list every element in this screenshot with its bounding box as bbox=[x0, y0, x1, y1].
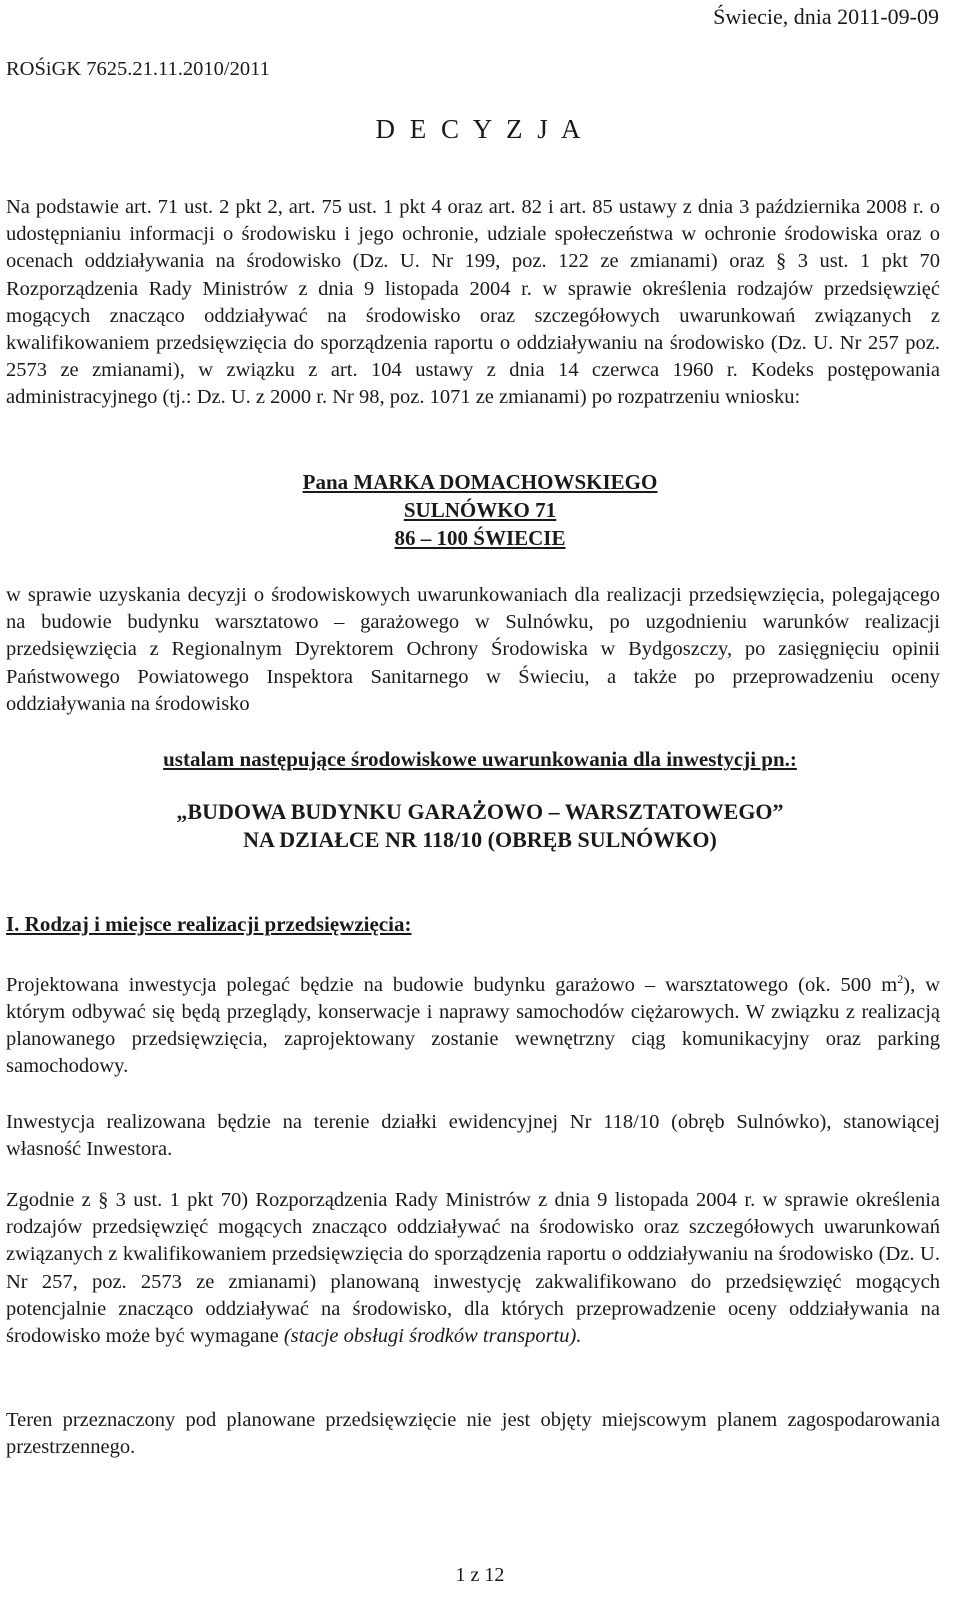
resolution-statement bbox=[0, 745, 960, 773]
section-1-paragraph-3: Zgodnie z § 3 ust. 1 pkt 70) Rozporządzenia Rady Ministrów z dnia 9 listopada 2004 r. w sprawie określenia rodzajów przedsięwzięć mogących znacząco oddziaływać na środowisko oraz szczegółowych uwarunkowań związanych z kwalifikowaniem przedsięwzięcia do sporządzenia raportu o oddziaływaniu na środowisko (Dz. U. Nr 257, poz. 2573 ze zmianami) planowaną inwestycję zakwalifikowano do przedsięwzięć mogących potencjalnie znacząco oddziaływać na środowisko, dla których przeprowadzenie oceny oddziaływania na środowisko może być wymagane (stacje obsługi środków transportu). bbox=[6, 1189, 940, 1348]
document-title: D E C Y Z J A bbox=[375, 114, 585, 144]
section-1-paragraph-1: Projektowana inwestycja polegać będzie na budowie budynku garażowo – warsztatowego (ok. 500 $m^2$), w którym odbywać się będą przeglądy, konserwacje i naprawy samochodów ciężarowych. W związku z realizacją planowanego przedsięwzięcia, zaprojektowany zostanie wewnętrzny ciąg komunikacyjny oraz parking samochodowy. bbox=[6, 972, 940, 1078]
section-1-paragraph-4: Teren przeznaczony pod planowane przedsięwzięcie nie jest objęty miejscowym planem zagospodarowania przestrzennego. bbox=[6, 1409, 940, 1459]
investment-line-1: „BUDOWA BUDYNKU GARAŻOWO – WARSZTATOWEGO” bbox=[176, 799, 784, 824]
resolution-text: ustalam następujące środowiskowe uwarunkowania dla inwestycji pn.: bbox=[163, 747, 797, 771]
legal-basis-paragraph: Na podstawie art. 71 ust. 2 pkt 2, art. 75 ust. 1 pkt 4 oraz art. 82 i art. 85 ustawy z dnia 3 października 2008 r. o udostępnianiu informacji o środowisku i jego ochronie, udziale społeczeństwa w ochronie środowiska oraz o ocenach oddziaływania na środowisko (Dz. U. Nr 199, poz. 122 ze zmianami) oraz § 3 ust. 1 pkt 70 Rozporządzenia Rady Ministrów z dnia 9 listopada 2004 r. w sprawie określenia rodzajów przedsięwzięć mogących znacząco oddziaływać na środowisko oraz szczegółowych uwarunkowań związanych z kwalifikowaniem przedsięwzięcia do sporządzenia raportu o oddziaływaniu na środowisko (Dz. U. Nr 257 poz. 2573 ze zmianami), w związku z art. 104 ustawy z dnia 14 czerwca 1960 r. Kodeks postępowania administracyjnego (tj.: Dz. U. z 2000 r. Nr 98, poz. 1071 ze zmianami) po rozpatrzeniu wniosku: bbox=[6, 196, 940, 409]
section-1-paragraph-2: Inwestycja realizowana będzie na terenie działki ewidencyjnej Nr 118/10 (obręb Sulnówko), stanowiącej własność Inwestora. bbox=[6, 1111, 940, 1161]
applicant-city: 86 – 100 ŚWIECIE bbox=[394, 526, 566, 550]
document-date: Świecie, dnia 2011-09-09 bbox=[713, 4, 939, 29]
applicant-name: Pana MARKA DOMACHOWSKIEGO bbox=[302, 470, 658, 494]
investment-line-2: NA DZIAŁCE NR 118/10 (OBRĘB SULNÓWKO) bbox=[243, 827, 717, 852]
page-number: 1 z 12 bbox=[455, 1564, 505, 1586]
applicant-street: SULNÓWKO 71 bbox=[403, 498, 557, 522]
request-paragraph: w sprawie uzyskania decyzji o środowiskowych uwarunkowaniach dla realizacji przedsięwzięcia, polegającego na budowie budynku warsztatowo – garażowego w Sulnówku, po uzgodnieniu warunków realizacji przedsięwzięcia z Regionalnym Dyrektorem Ochrony Środowiska w Bydgoszczy, po zasięgnięciu opinii Państwowego Powiatowego Inspektora Sanitarnego w Świeciu, a także po przeprowadzeniu oceny oddziaływania na środowisko bbox=[6, 584, 940, 715]
investment-title bbox=[0, 798, 960, 854]
section-1-heading: I. Rodzaj i miejsce realizacji przedsięwzięcia: bbox=[6, 912, 412, 936]
applicant-block bbox=[0, 468, 960, 552]
reference-number: ROŚiGK 7625.21.11.2010/2011 bbox=[6, 58, 270, 80]
